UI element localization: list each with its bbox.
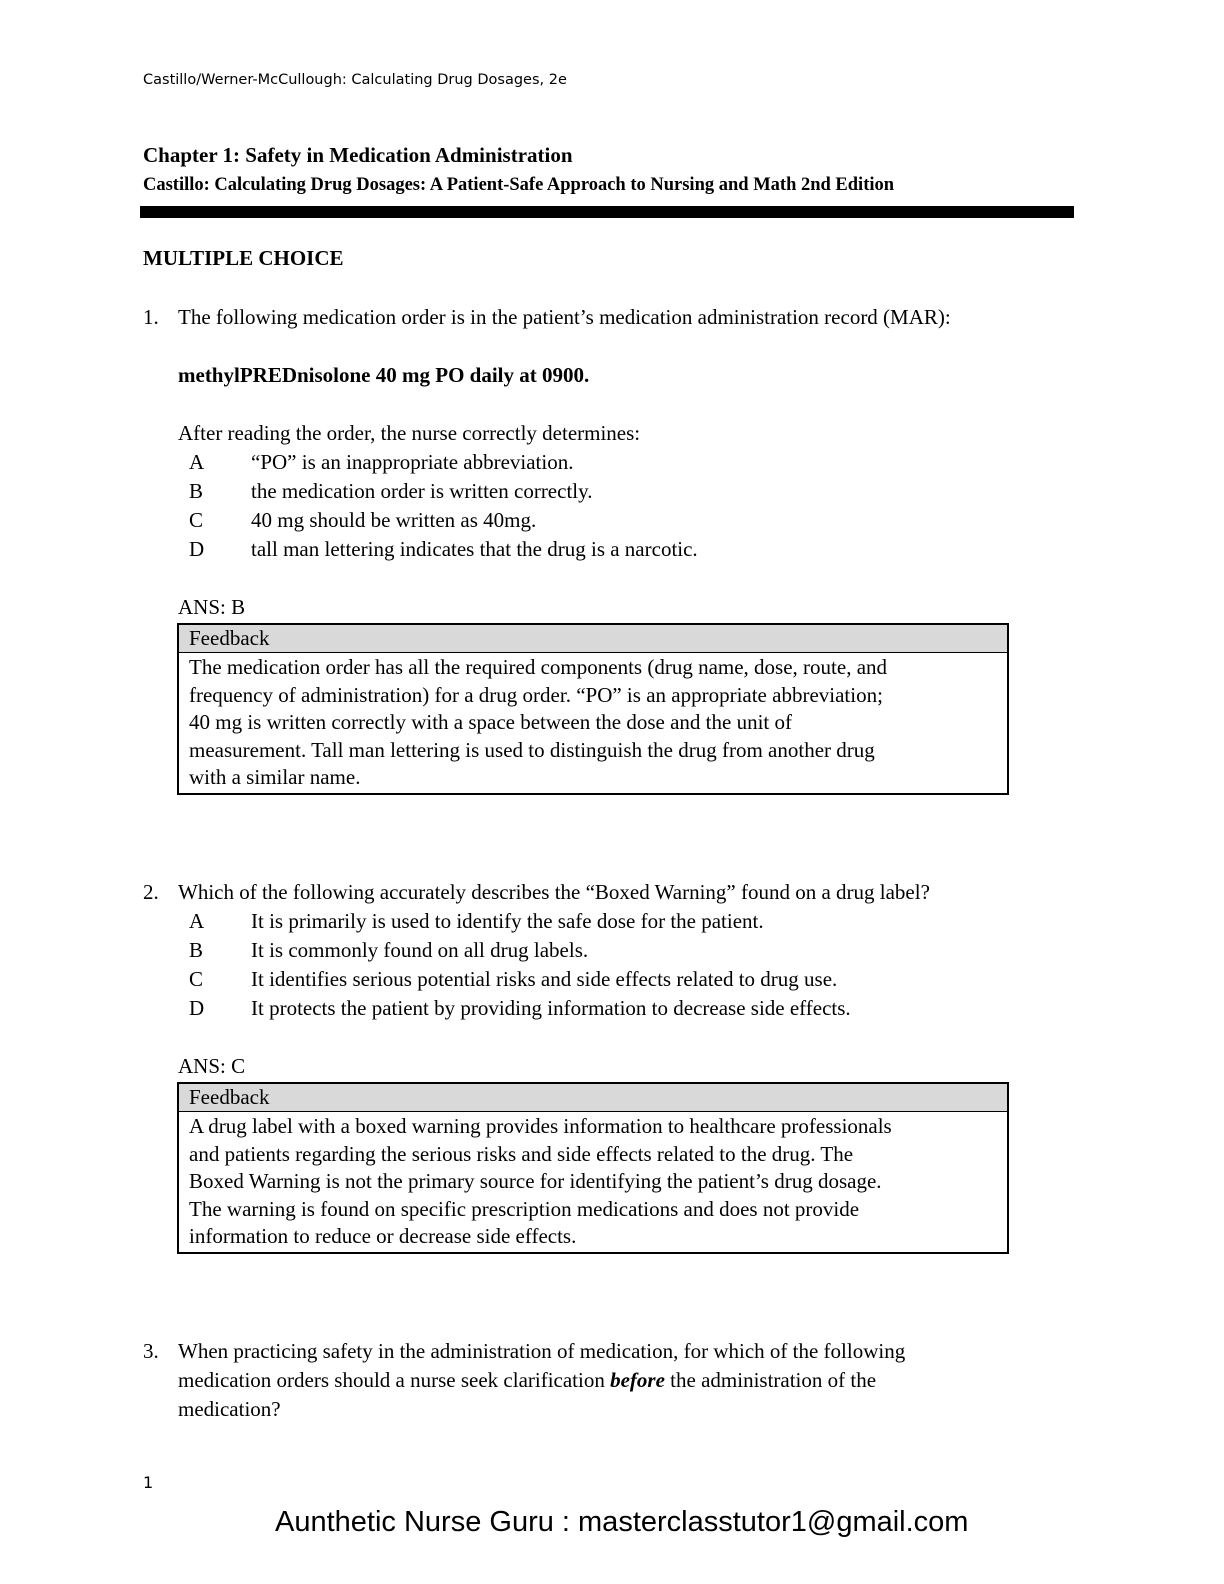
option-letter: B bbox=[189, 938, 204, 962]
header-rule bbox=[140, 206, 1074, 218]
feedback-line: 40 mg is written correctly with a space between the dose and the unit of bbox=[189, 710, 792, 734]
watermark: Aunthetic Nurse Guru : masterclasstutor1@gmail.com bbox=[275, 1506, 969, 1538]
option-text: It identifies serious potential risks and side effects related to drug use. bbox=[251, 967, 838, 991]
feedback-line: and patients regarding the serious risks and side effects related to the drug. The bbox=[189, 1141, 854, 1166]
question-stem: Which of the following accurately describes the “Boxed Warning” found on a drug label? bbox=[178, 880, 930, 904]
section-heading: MULTIPLE CHOICE bbox=[143, 246, 344, 270]
option-a[interactable] bbox=[0, 448, 1224, 477]
page-number: 1 bbox=[143, 1473, 154, 1492]
feedback-line: measurement. Tall man lettering is used to distinguish the drug from another drug bbox=[189, 737, 875, 762]
option-d[interactable] bbox=[0, 994, 1224, 1023]
option-letter: C bbox=[189, 967, 204, 991]
question-number: 3. bbox=[143, 1339, 159, 1363]
stem-line: medication? bbox=[178, 1397, 281, 1421]
feedback-line: frequency of administration) for a drug order. “PO” is an appropriate abbreviation; bbox=[189, 682, 883, 707]
option-text: It is primarily is used to identify the safe dose for the patient. bbox=[251, 909, 764, 933]
feedback-label: Feedback bbox=[179, 625, 1007, 653]
question-number: 2. bbox=[143, 880, 159, 904]
answer-key: ANS: B bbox=[178, 595, 246, 619]
running-head: Castillo/Werner-McCullough: Calculating Drug Dosages, 2e bbox=[143, 72, 567, 88]
option-letter: C bbox=[189, 508, 204, 532]
stem-line: When practicing safety in the administration of medication, for which of the following bbox=[178, 1339, 906, 1363]
medication-order: methylPREDnisolone 40 mg PO daily at 0900. bbox=[178, 363, 590, 387]
option-text: 40 mg should be written as 40mg. bbox=[251, 508, 537, 532]
answer-key: ANS: C bbox=[178, 1054, 246, 1078]
feedback-box bbox=[177, 623, 1009, 795]
feedback-line: information to reduce or decrease side effects. bbox=[189, 1224, 577, 1248]
option-letter: D bbox=[189, 996, 205, 1020]
option-b[interactable] bbox=[0, 936, 1224, 965]
feedback-line: Boxed Warning is not the primary source for identifying the patient’s drug dosage. bbox=[189, 1169, 882, 1193]
stem-line bbox=[178, 1366, 1058, 1395]
option-letter: B bbox=[189, 479, 204, 503]
question-number: 1. bbox=[143, 305, 159, 329]
question-lead: After reading the order, the nurse correctly determines: bbox=[178, 421, 641, 445]
option-a[interactable] bbox=[0, 907, 1224, 936]
option-c[interactable] bbox=[0, 965, 1224, 994]
option-letter: A bbox=[189, 909, 205, 933]
option-text: “PO” is an inappropriate abbreviation. bbox=[251, 450, 574, 474]
stem-emphasis: before bbox=[610, 1368, 665, 1392]
option-text: tall man lettering indicates that the drug is a narcotic. bbox=[251, 537, 698, 561]
feedback-text bbox=[179, 1112, 1007, 1252]
option-letter: A bbox=[189, 450, 205, 474]
stem-text: the administration of the bbox=[664, 1368, 877, 1392]
option-text: the medication order is written correctly. bbox=[251, 479, 593, 503]
feedback-line: A drug label with a boxed warning provides information to healthcare professionals bbox=[189, 1114, 892, 1138]
feedback-box bbox=[177, 1082, 1009, 1254]
option-d[interactable] bbox=[0, 535, 1224, 564]
feedback-line: The medication order has all the required components (drug name, dose, route, and bbox=[189, 655, 888, 679]
feedback-line: The warning is found on specific prescription medications and does not provide bbox=[189, 1196, 860, 1221]
chapter-title: Chapter 1: Safety in Medication Administration bbox=[143, 143, 573, 167]
feedback-label: Feedback bbox=[179, 1084, 1007, 1112]
question-stem bbox=[178, 1337, 1058, 1424]
feedback-text bbox=[179, 653, 1007, 793]
option-text: It protects the patient by providing information to decrease side effects. bbox=[251, 996, 851, 1020]
option-text: It is commonly found on all drug labels. bbox=[251, 938, 589, 962]
option-c[interactable] bbox=[0, 506, 1224, 535]
question-stem: The following medication order is in the patient’s medication administration record (MAR): bbox=[178, 305, 951, 329]
feedback-line: with a similar name. bbox=[189, 765, 361, 789]
option-b[interactable] bbox=[0, 477, 1224, 506]
book-subtitle: Castillo: Calculating Drug Dosages: A Patient-Safe Approach to Nursing and Math 2nd Edition bbox=[143, 175, 895, 195]
option-letter: D bbox=[189, 537, 205, 561]
stem-text: medication orders should a nurse seek clarification bbox=[178, 1368, 611, 1392]
